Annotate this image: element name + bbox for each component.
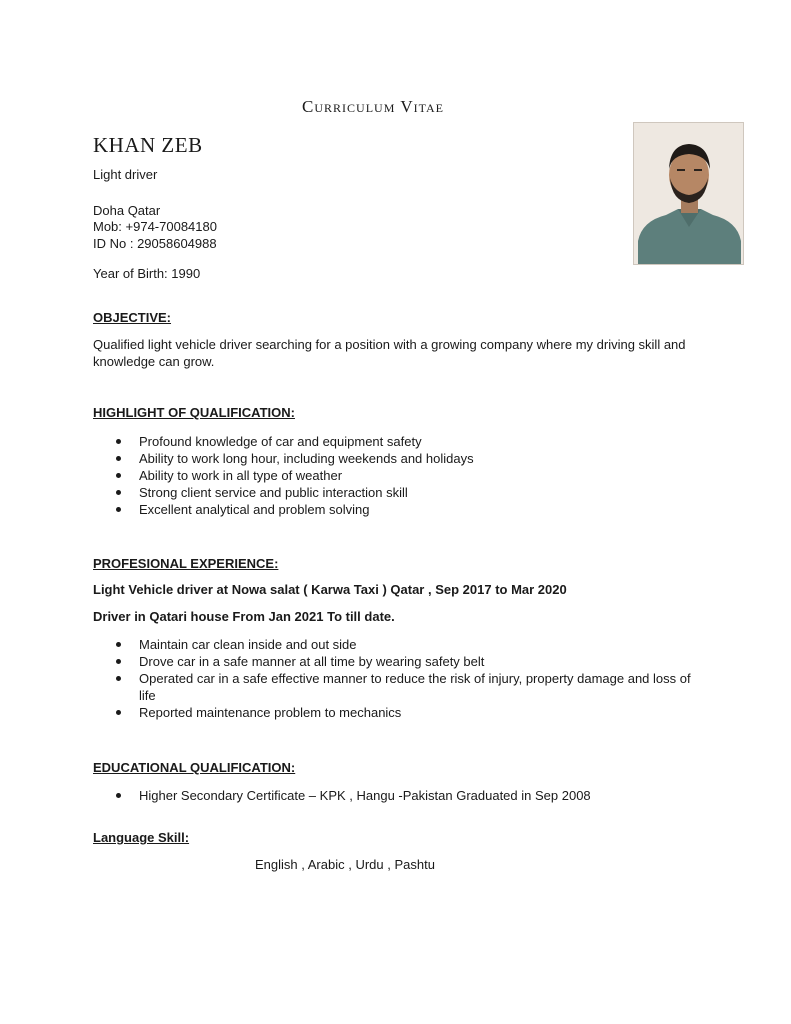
language-list: English , Arabic , Urdu , Pashtu [255, 857, 435, 872]
list-item: Profound knowledge of car and equipment safety [93, 433, 699, 450]
qualification-heading: HIGHLIGHT OF QUALIFICATION: [93, 405, 295, 420]
experience-job-1: Light Vehicle driver at Nowa salat ( Karwa Taxi ) Qatar , Sep 2017 to Mar 2020 [93, 582, 567, 597]
duties-list [93, 636, 699, 721]
profile-photo [633, 122, 744, 265]
objective-heading: OBJECTIVE: [93, 310, 172, 325]
job-title: Light driver [93, 167, 158, 182]
education-heading: EDUCATIONAL QUALIFICATION: [93, 760, 296, 775]
id-number: ID No : 29058604988 [93, 236, 217, 251]
list-item: Maintain car clean inside and out side [93, 636, 699, 653]
person-portrait-icon [634, 123, 744, 265]
experience-job-2: Driver in Qatari house From Jan 2021 To till date. [93, 609, 395, 624]
year-of-birth: Year of Birth: 1990 [93, 266, 201, 281]
list-item: Reported maintenance problem to mechanics [93, 704, 699, 721]
list-item: Drove car in a safe manner at all time by wearing safety belt [93, 653, 699, 670]
language-heading: Language Skill: [93, 830, 190, 845]
education-list [93, 787, 699, 804]
objective-text: Qualified light vehicle driver searching for a position with a growing company where my driving skill and knowledge can grow. [93, 337, 686, 369]
list-item: Ability to work long hour, including weekends and holidays [93, 450, 699, 467]
person-name: KHAN ZEB [93, 133, 203, 157]
qualification-list [93, 433, 699, 518]
list-item: Operated car in a safe effective manner to reduce the risk of injury, property damage and loss of life [93, 670, 699, 704]
list-item: Excellent analytical and problem solving [93, 501, 699, 518]
experience-heading: PROFESIONAL EXPERIENCE: [93, 556, 279, 571]
list-item: Higher Secondary Certificate – KPK , Hangu -Pakistan Graduated in Sep 2008 [93, 787, 699, 804]
mobile-number: Mob: +974-70084180 [93, 219, 217, 234]
location: Doha Qatar [93, 203, 161, 218]
list-item: Strong client service and public interaction skill [93, 484, 699, 501]
document-title: Curriculum Vitae [302, 97, 444, 116]
list-item: Ability to work in all type of weather [93, 467, 699, 484]
